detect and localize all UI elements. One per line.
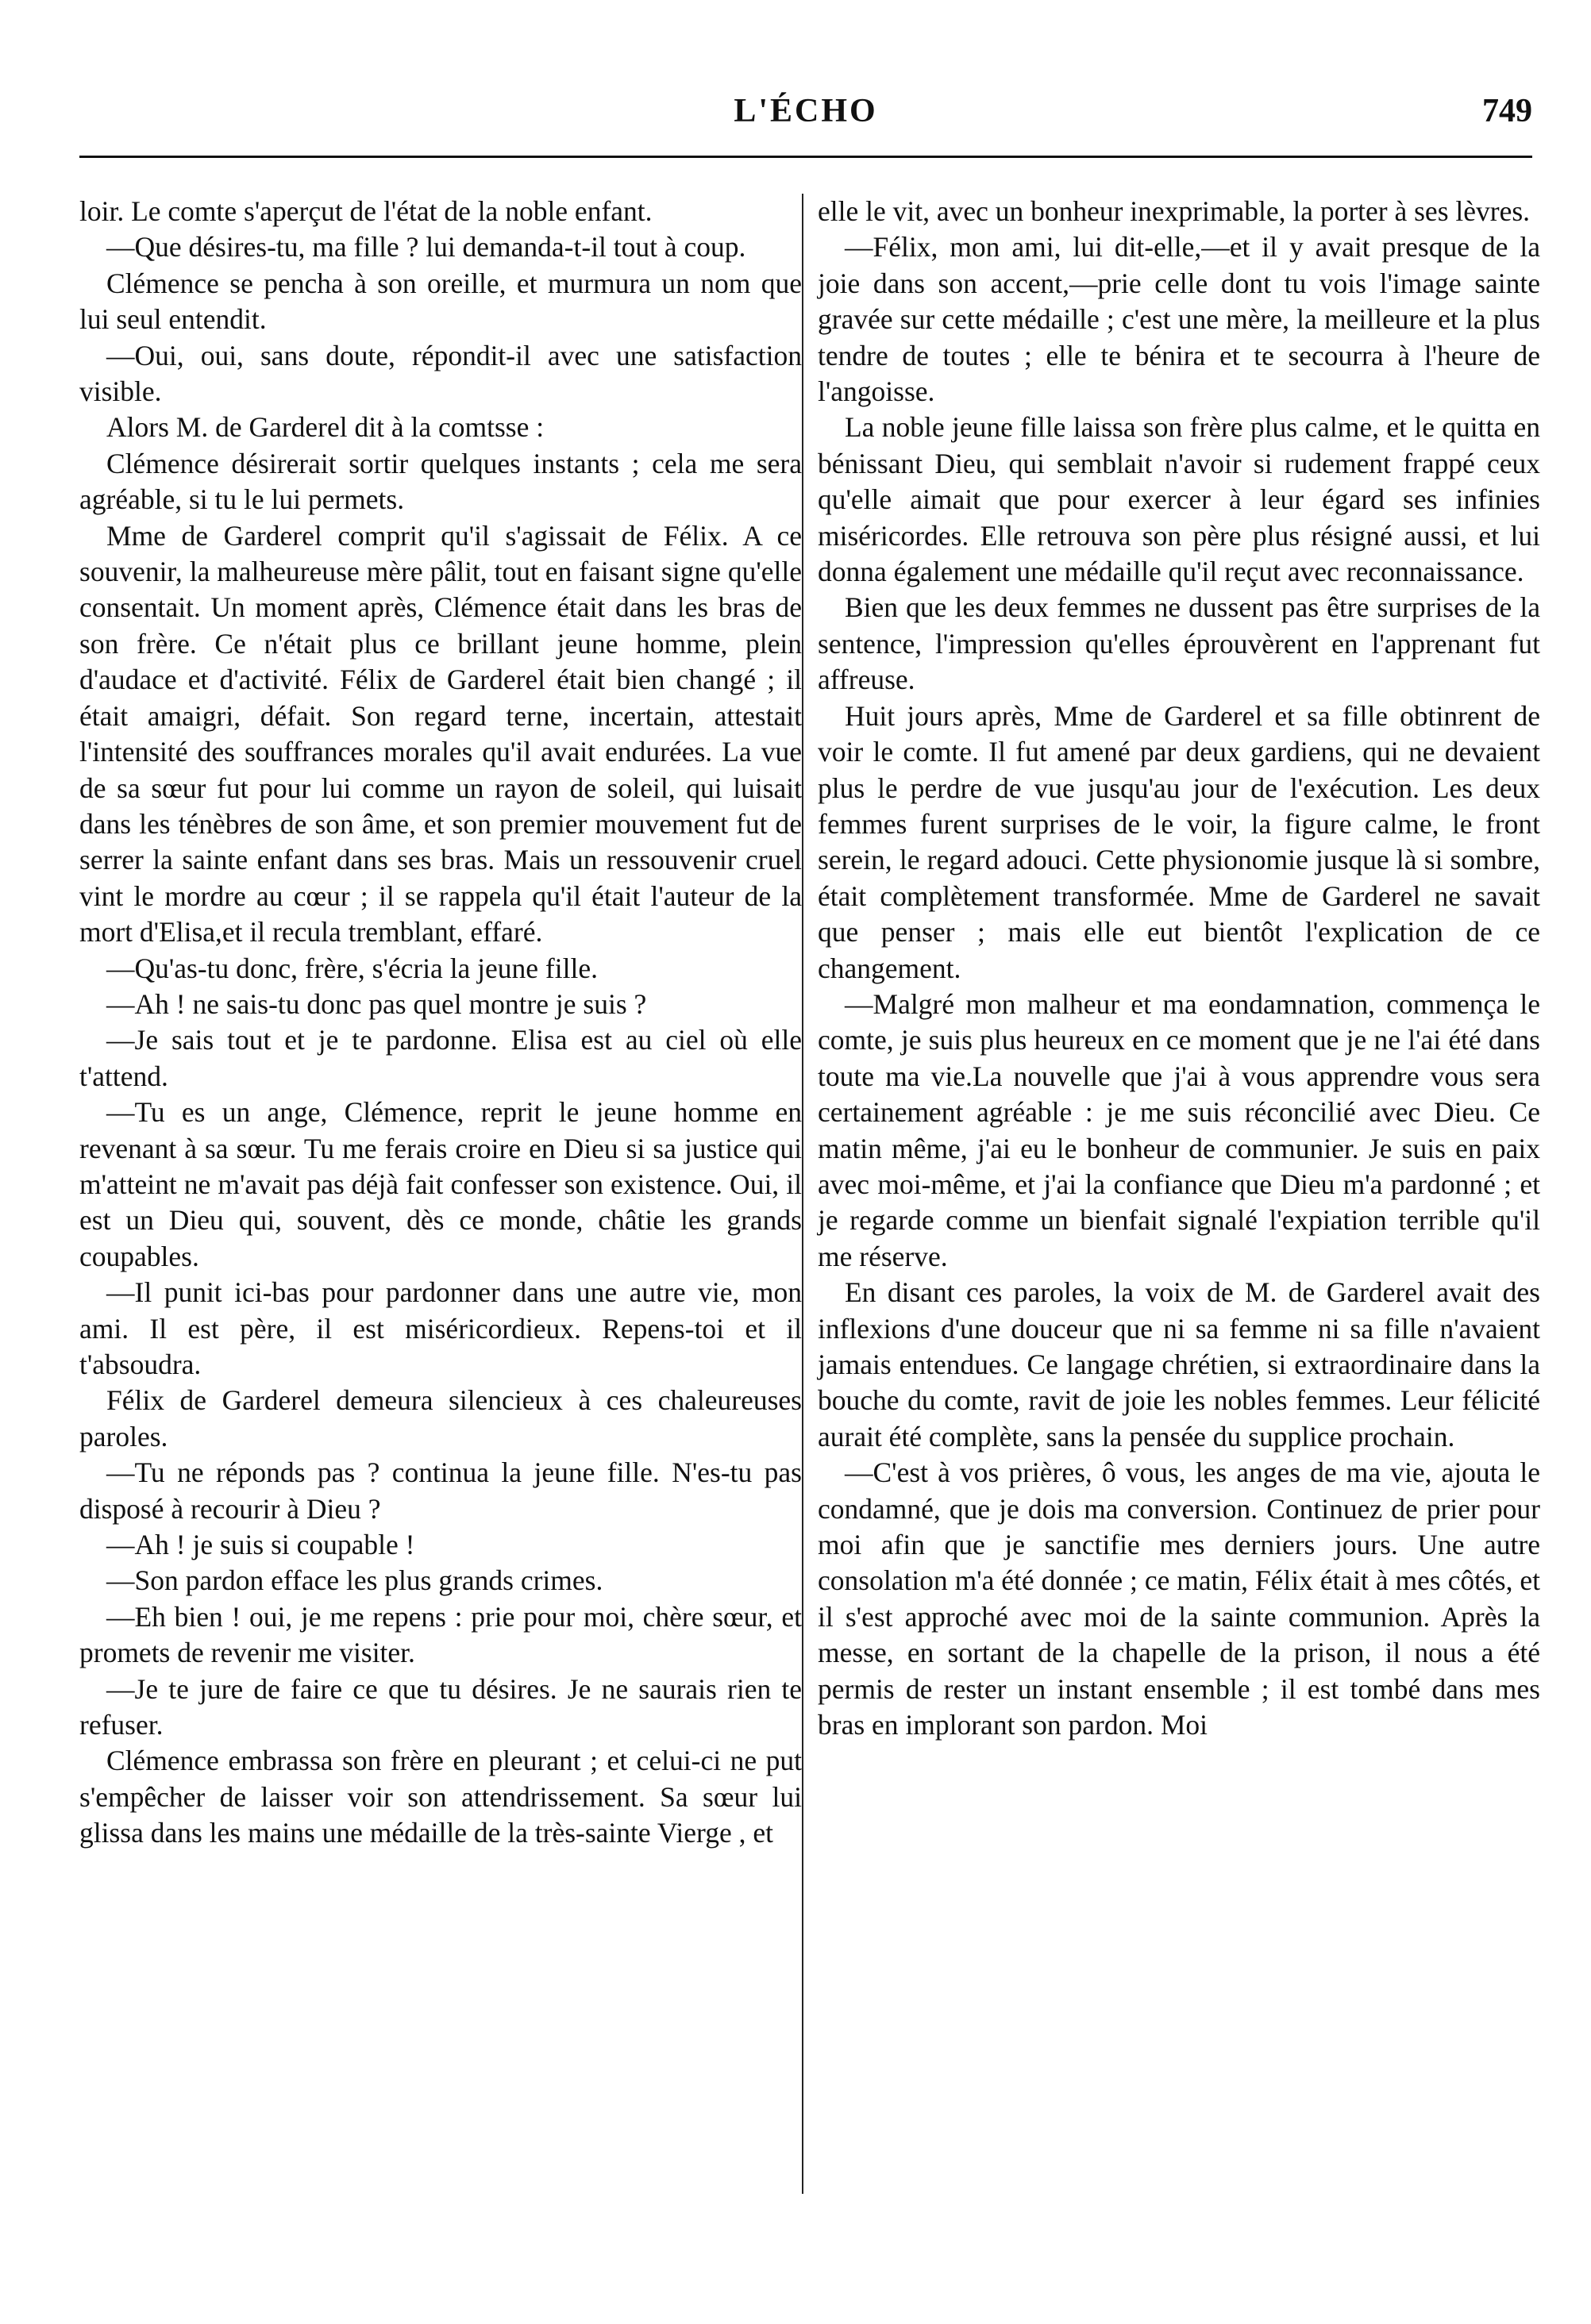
paragraph: —C'est à vos prières, ô vous, les anges de ma vie, ajouta le condamné, que je dois ma conversion. Continuez de prier pour moi afin que je sanctifie mes derniers jours. Une autre consolation m'a été donnée ; ce matin, Félix était à mes côtés, et il s'est approché avec moi de la sainte communion. Après la messe, en sortant de la chapelle de la prison, il nous a été permis de rester un instant ensemble ; il est tombé dans mes bras en implorant son pardon. Moi xyxy=(818,1456,1540,1741)
page-header xyxy=(79,79,1532,143)
column-divider xyxy=(802,194,803,2194)
paragraph: —Qu'as-tu donc, frère, s'écria la jeune fille. xyxy=(106,952,598,984)
paragraph: —Son pardon efface les plus grands crimes. xyxy=(106,1564,603,1597)
paragraph: —Oui, oui, sans doute, répondit-il avec une satisfaction visible. xyxy=(79,339,802,408)
left-column xyxy=(79,194,802,1852)
paragraph: Félix de Garderel demeura silencieux à ces chaleureuses paroles. xyxy=(79,1384,802,1452)
paragraph: Clémence embrassa son frère en pleurant ; et celui-ci ne put s'empêcher de laisser voir son attendrissement. Sa sœur lui glissa dans les mains une médaille de la très-sainte Vierge , et xyxy=(79,1745,802,1849)
paragraph: —Félix, mon ami, lui dit-elle,—et il y avait presque de la joie dans son accent,—prie celle dont tu vois l'image sainte gravée sur cette médaille ; c'est une mère, la meilleure et la plus tendre de toutes ; elle te bénira et te secourra à l'heure de l'angoisse. xyxy=(818,231,1540,408)
paragraph: En disant ces paroles, la voix de M. de Garderel avait des inflexions d'une douceur que ni sa femme ni sa fille n'avaient jamais entendues. Ce langage chrétien, si extraordinaire dans la bouche du comte, ravit de joie les nobles femmes. Leur félicité aurait été complète, sans la pensée du supplice prochain. xyxy=(818,1276,1540,1452)
paragraph: loir. Le comte s'aperçut de l'état de la noble enfant. xyxy=(79,195,653,227)
paragraph: Huit jours après, Mme de Garderel et sa fille obtinrent de voir le comte. Il fut amené par deux gardiens, qui ne devaient plus le perdre de vue jusqu'au jour de l'exécution. Les deux femmes furent surprises de le voir, la figure calme, le front serein, le regard adouci. Cette physionomie jusque là si sombre, était complètement transformée. Mme de Garderel ne savait que penser ; mais elle eut bientôt l'explication de ce changement. xyxy=(818,699,1540,984)
paragraph: —Eh bien ! oui, je me repens : prie pour moi, chère sœur, et promets de revenir me visiter. xyxy=(79,1600,802,1669)
paragraph: elle le vit, avec un bonheur inexprimable, la porter à ses lèvres. xyxy=(818,195,1531,227)
paragraph: Mme de Garderel comprit qu'il s'agissait de Félix. A ce souvenir, la malheureuse mère pâlit, tout en faisant signe qu'elle consentait. Un moment après, Clémence était dans les bras de son frère. Ce n'était plus ce brillant jeune homme, plein d'audace et d'activité. Félix de Garderel était bien changé ; il était amaigri, défait. Son regard terne, incertain, attestait l'intensité des souffrances morales qu'il avait endurées. La vue de sa sœur fut pour lui comme un rayon de soleil, qui luisait dans les ténèbres de son âme, et son premier mouvement fut de serrer la sainte enfant dans ses bras. Mais un ressouvenir cruel vint le mordre au cœur ; il se rappela qu'il était l'auteur de la mort d'Elisa,et il recula tremblant, effaré. xyxy=(79,519,802,948)
paragraph: La noble jeune fille laissa son frère plus calme, et le quitta en bénissant Dieu, qui semblait n'avoir si rudement frappé ceux qu'elle aimait que pour exercer à leur égard ses infinies miséricordes. Elle retrouva son père plus résigné aussi, et lui donna également une médaille qu'il reçut avec reconnaissance. xyxy=(818,411,1540,588)
paragraph: Clémence se pencha à son oreille, et murmura un nom que lui seul entendit. xyxy=(79,267,802,336)
header-rule xyxy=(79,156,1532,158)
paragraph: —Ah ! je suis si coupable ! xyxy=(106,1529,415,1561)
paragraph: —Tu ne réponds pas ? continua la jeune fille. N'es-tu pas disposé à recourir à Dieu ? xyxy=(79,1456,802,1525)
paragraph: Bien que les deux femmes ne dussent pas être surprises de la sentence, l'impression qu'elles éprouvèrent en l'apprenant fut affreuse. xyxy=(818,591,1540,696)
paragraph: —Je te jure de faire ce que tu désires. Je ne saurais rien te refuser. xyxy=(79,1672,802,1741)
paragraph: Clémence désirerait sortir quelques instants ; cela me sera agréable, si tu le lui permets. xyxy=(79,447,802,516)
page-number: 749 xyxy=(1482,93,1532,129)
paragraph: —Malgré mon malheur et ma eondamnation, commença le comte, je suis plus heureux en ce moment que je ne l'ai été dans toute ma vie.La nouvelle que j'ai à vous apprendre vous sera certainement agréable : je me suis réconcilié avec Dieu. Ce matin même, j'ai eu le bonheur de communier. Je suis en paix avec moi-même, et j'ai la confiance que Dieu m'a pardonné ; et je regarde comme un bienfait signalé l'expiation terrible qu'il me réserve. xyxy=(818,987,1540,1272)
paragraph: —Tu es un ange, Clémence, reprit le jeune homme en revenant à sa sœur. Tu me ferais croire en Dieu si sa justice qui m'atteint ne m'avait pas déjà fait confesser son existence. Oui, il est un Dieu qui, souvent, dès ce monde, châtie les grands coupables. xyxy=(79,1096,802,1272)
paragraph: —Que désires-tu, ma fille ? lui demanda-t-il tout à coup. xyxy=(106,231,746,264)
paragraph: —Il punit ici-bas pour pardonner dans une autre vie, mon ami. Il est père, il est miséricordieux. Repens-toi et il t'absoudra. xyxy=(79,1276,802,1380)
paragraph: —Je sais tout et je te pardonne. Elisa est au ciel où elle t'attend. xyxy=(79,1024,802,1092)
right-column xyxy=(818,194,1540,1743)
paragraph: —Ah ! ne sais-tu donc pas quel montre je suis ? xyxy=(106,987,647,1020)
paragraph: Alors M. de Garderel dit à la comtsse : xyxy=(106,411,545,444)
running-title: L'ÉCHO xyxy=(734,93,878,129)
